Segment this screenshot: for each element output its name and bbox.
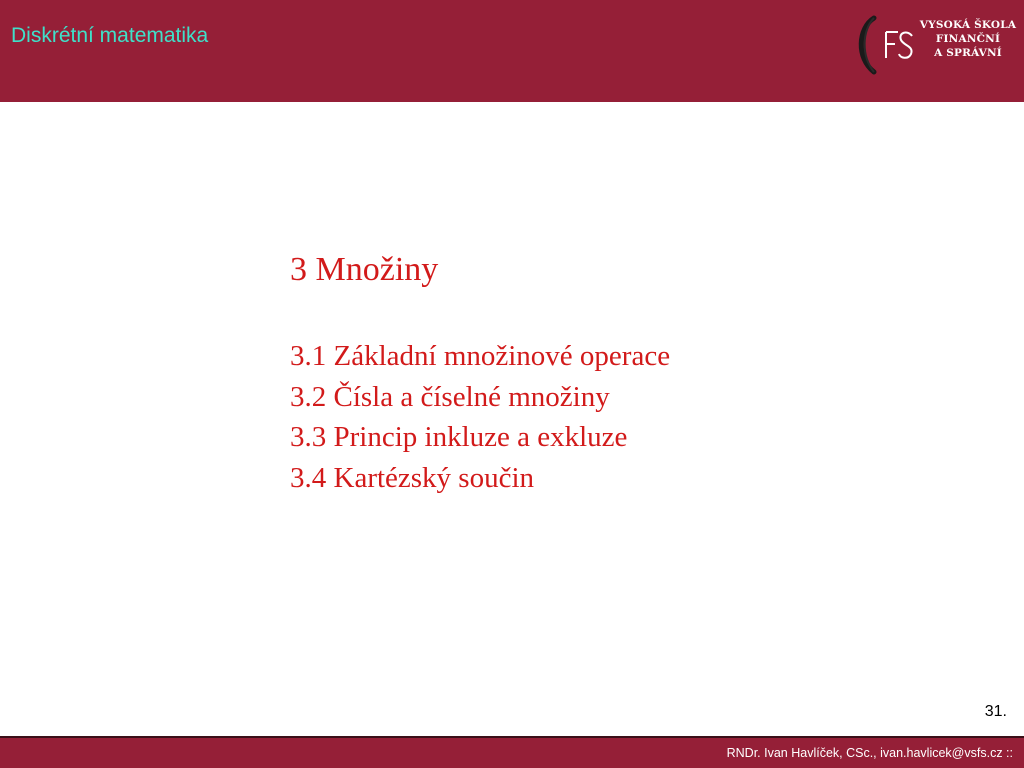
footer-author: RNDr. Ivan Havlíček, CSc., ivan.havlicek@vsfs.cz ::	[726, 746, 1013, 760]
school-logo-icon	[852, 14, 916, 76]
chapter-title: 3 Množiny	[290, 251, 439, 288]
section-item: 3.3 Princip inkluze a exkluze	[290, 421, 628, 453]
course-title: Diskrétní matematika	[11, 24, 209, 47]
page-number: 31.	[984, 703, 1007, 720]
school-logo-text	[918, 18, 1018, 60]
footer-bar	[0, 738, 1024, 768]
section-item: 3.1 Základní množinové operace	[290, 340, 671, 372]
school-logo	[852, 14, 1018, 76]
logo-line-1: VYSOKÁ ŠKOLA	[919, 19, 1017, 31]
section-item: 3.4 Kartézský součin	[290, 461, 535, 494]
section-list	[290, 336, 670, 498]
logo-line-2: FINANČNÍ	[935, 33, 1001, 45]
section-item: 3.2 Čísla a číselné množiny	[290, 380, 610, 413]
slide-content	[290, 250, 670, 498]
logo-line-3: A SPRÁVNÍ	[934, 47, 1002, 59]
header-bar	[0, 0, 1024, 102]
